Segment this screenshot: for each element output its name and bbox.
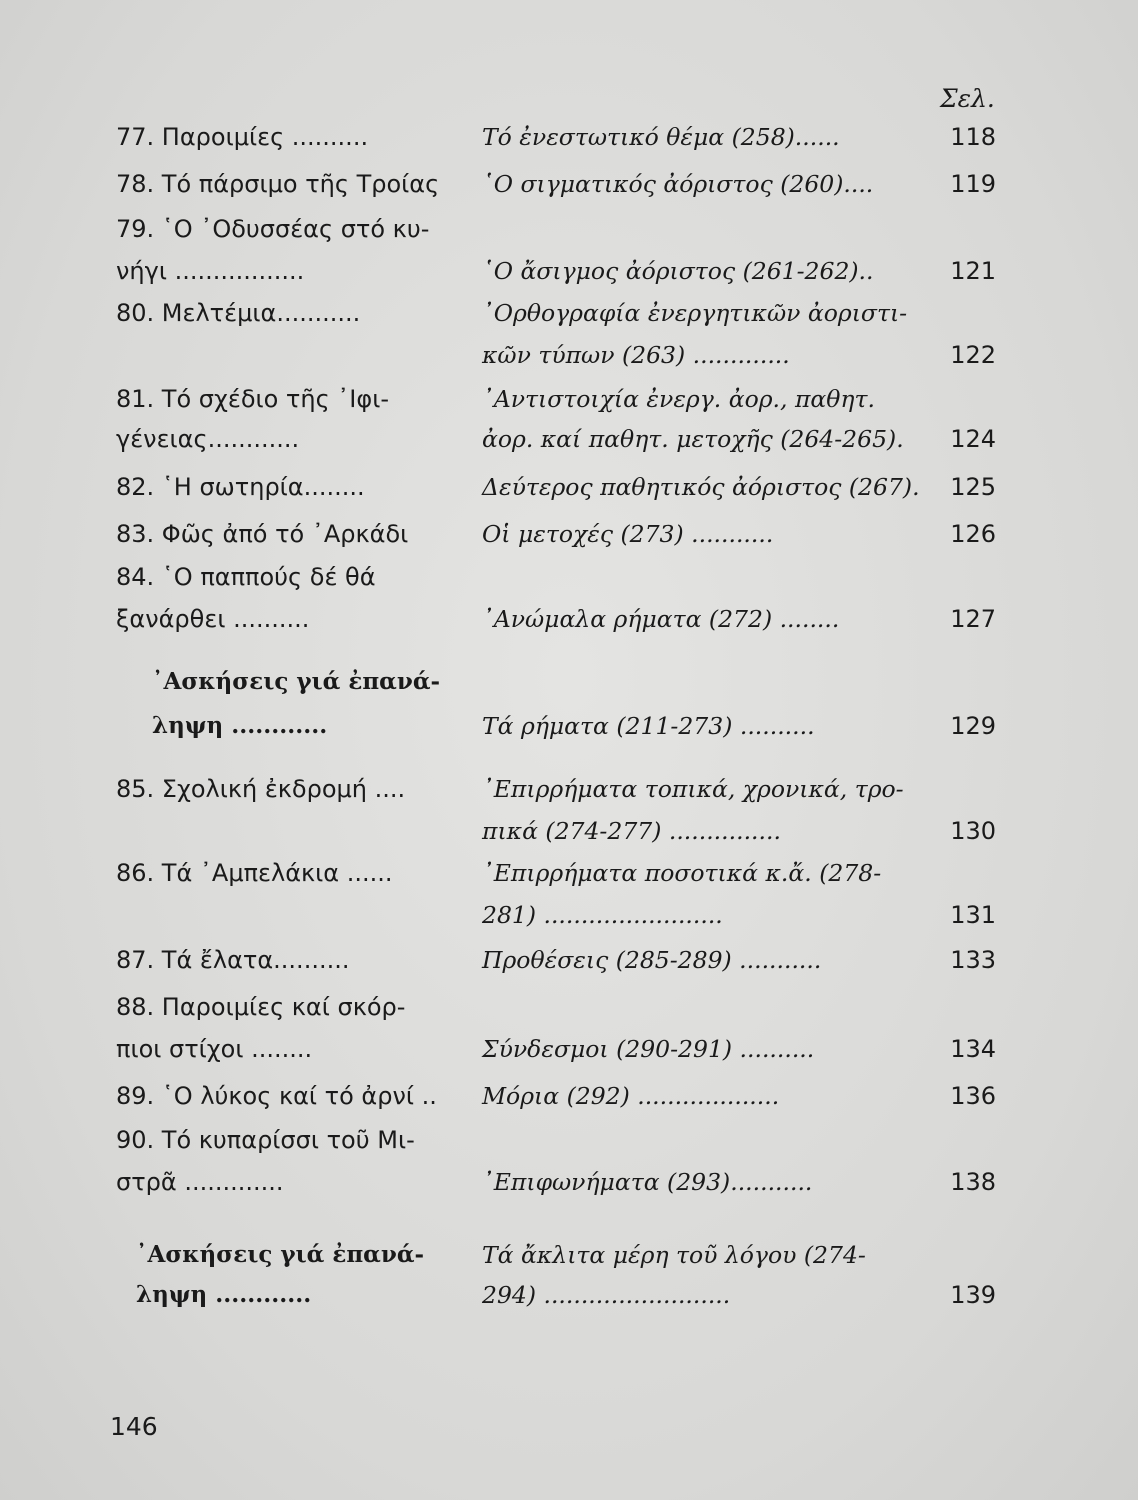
page-column-header: Σελ.	[940, 84, 995, 113]
entry-title-line1: ᾿Ασκήσεις γιά ἐπανά-	[152, 668, 441, 695]
entry-page: 131	[950, 901, 996, 929]
entry-grammar-line2: ἀορ. καί παθητ. μετοχῆς (264-265).	[482, 425, 904, 453]
entry-page: 118	[950, 123, 996, 151]
entry-grammar-line2: κῶν τύπων (263) .............	[482, 341, 790, 369]
entry-grammar: Δεύτερος παθητικός ἀόριστος (267).	[482, 473, 920, 501]
entry-title-line1: ᾿Ασκήσεις γιά ἐπανά-	[136, 1241, 425, 1268]
entry-grammar: Μόρια (292) ...................	[482, 1082, 780, 1110]
toc-entry-85	[116, 774, 996, 854]
toc-entry-81	[116, 384, 996, 464]
entry-title: 83. Φῶς ἀπό τό ᾿Αρκάδι	[116, 520, 409, 548]
entry-grammar: ᾿Επιφωνήματα (293)...........	[482, 1168, 813, 1196]
entry-page: 122	[950, 341, 996, 369]
entry-title-line1: 90. Τό κυπαρίσσι τοῦ Μι-	[116, 1126, 415, 1154]
entry-title: 85. Σχολική ἐκδρομή ....	[116, 775, 406, 803]
entry-grammar: ῾Ο ἄσιγμος ἀόριστος (261-262)..	[482, 257, 874, 285]
entry-page: 139	[950, 1281, 996, 1309]
entry-grammar-line2: πικά (274-277) ...............	[482, 817, 781, 845]
entry-grammar: ᾿Ανώμαλα ρήματα (272) ........	[482, 605, 840, 633]
entry-grammar-line1: ᾿Αντιστοιχία ἐνεργ. ἀορ., παθητ.	[482, 385, 875, 413]
page-number: 146	[110, 1412, 158, 1441]
entry-title: 86. Τά ᾿Αμπελάκια ......	[116, 859, 393, 887]
entry-title: 82. ῾Η σωτηρία........	[116, 473, 365, 501]
entry-title: 77. Παροιμίες ..........	[116, 123, 369, 151]
entry-grammar-line2: 281) ........................	[482, 901, 723, 929]
entry-page: 134	[950, 1035, 996, 1063]
entry-title: 80. Μελτέμια...........	[116, 299, 361, 327]
entry-title-line2: ξανάρθει ..........	[116, 605, 310, 633]
entry-page: 129	[950, 712, 996, 740]
entry-title-line2: γένειας............	[116, 425, 300, 453]
entry-title: 78. Τό πάρσιμο τῆς Τροίας	[116, 170, 440, 198]
entry-title-line2: νήγι .................	[116, 257, 305, 285]
toc-entry-review-verbs	[116, 667, 996, 747]
entry-page: 121	[950, 257, 996, 285]
entry-page: 127	[950, 605, 996, 633]
toc-entry-79	[116, 214, 996, 294]
entry-page: 124	[950, 425, 996, 453]
entry-page: 119	[950, 170, 996, 198]
entry-page: 125	[950, 473, 996, 501]
entry-title-line2: ληψη ............	[152, 712, 328, 739]
entry-title: 87. Τά ἔλατα..........	[116, 946, 350, 974]
entry-grammar: Προθέσεις (285-289) ...........	[482, 946, 822, 974]
entry-title-line2: ληψη ............	[136, 1281, 312, 1308]
entry-grammar-line1: ᾿Επιρρήματα ποσοτικά κ.ἄ. (278-	[482, 859, 882, 887]
entry-grammar-line1: ᾿Επιρρήματα τοπικά, χρονικά, τρο-	[482, 775, 904, 803]
entry-title: 89. ῾Ο λύκος καί τό ἀρνί ..	[116, 1082, 437, 1110]
entry-grammar-line1: ᾿Ορθογραφία ἐνεργητικῶν ἀοριστι-	[482, 299, 908, 327]
entry-grammar: Σύνδεσμοι (290-291) ..........	[482, 1035, 815, 1063]
entry-page: 126	[950, 520, 996, 548]
entry-title-line1: 79. ῾Ο ᾿Οδυσσέας στό κυ-	[116, 215, 430, 243]
toc-entry-86	[116, 858, 996, 938]
toc-entry-80	[116, 298, 996, 378]
entry-page: 138	[950, 1168, 996, 1196]
entry-grammar-line2: 294) .........................	[482, 1281, 731, 1309]
entry-grammar: ῾Ο σιγματικός ἀόριστος (260)....	[482, 170, 874, 198]
entry-page: 130	[950, 817, 996, 845]
entry-title-line2: πιοι στίχοι ........	[116, 1035, 313, 1063]
entry-title-line1: 88. Παροιμίες καί σκόρ-	[116, 993, 406, 1021]
toc-entry-review-indeclinables	[116, 1240, 996, 1320]
toc-entry-88	[116, 992, 996, 1072]
entry-grammar: Οἱ μετοχές (273) ...........	[482, 520, 774, 548]
entry-page: 133	[950, 946, 996, 974]
entry-page: 136	[950, 1082, 996, 1110]
entry-grammar: Τό ἐνεστωτικό θέμα (258)......	[482, 123, 840, 151]
entry-title-line2: στρᾶ .............	[116, 1168, 284, 1196]
toc-entry-84	[116, 562, 996, 642]
toc-entry-90	[116, 1125, 996, 1205]
entry-grammar-line1: Τά ἄκλιτα μέρη τοῦ λόγου (274-	[482, 1241, 866, 1269]
entry-title-line1: 81. Τό σχέδιο τῆς ᾿Ιφι-	[116, 385, 389, 413]
entry-title-line1: 84. ῾Ο παππούς δέ θά	[116, 563, 376, 591]
entry-grammar: Τά ρήματα (211-273) ..........	[482, 712, 815, 740]
